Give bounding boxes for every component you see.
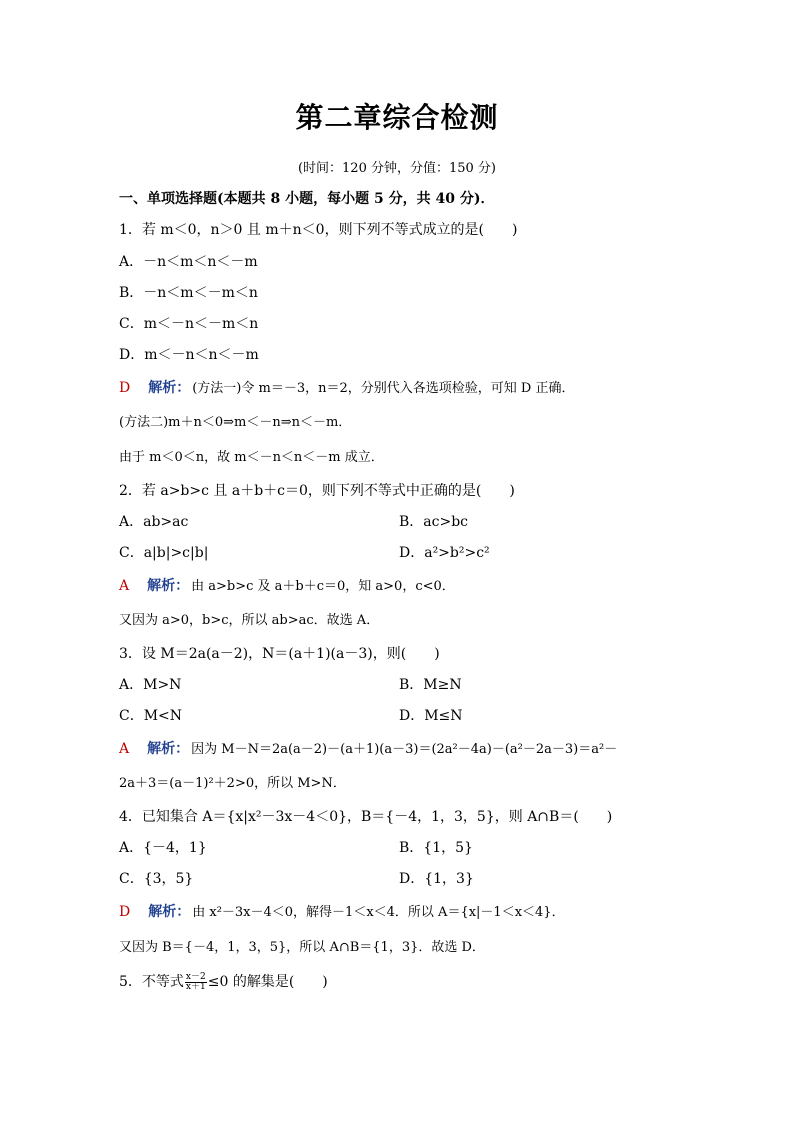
- question-1-option-d: D．m＜－n＜n＜－m: [119, 347, 259, 363]
- question-4-option-a: A．{－4，1}: [119, 840, 207, 856]
- question-4-option-c: C．{3，5}: [119, 871, 194, 887]
- question-2-answer: [119, 576, 455, 597]
- analysis-text: (方法一)令 m＝－3，n＝2，分别代入各选项检验，可知 D 正确．: [192, 381, 575, 396]
- fraction-numerator: x－2: [185, 971, 206, 982]
- question-3-stem: 3．设 M＝2a(a－2)，N＝(a＋1)(a－3)，则( ): [119, 646, 440, 662]
- question-3-answer: [119, 739, 617, 760]
- question-3-option-d: D．M≤N: [399, 708, 463, 724]
- fraction-denominator: x＋1: [185, 981, 206, 992]
- question-4-analysis-2: 又因为 B＝{－4，1，3，5}，所以 A∩B＝{1，3}．故选 D．: [119, 940, 485, 955]
- answer-label: 解析：: [148, 904, 191, 920]
- question-1-analysis-3: 由于 m＜0＜n，故 m＜－n＜n＜－m 成立．: [119, 450, 384, 465]
- question-1-option-a: A．－n＜m＜n＜－m: [119, 254, 258, 270]
- question-4-answer: [119, 902, 565, 923]
- page-subtitle: (时间：120 分钟，分值：150 分): [297, 161, 497, 176]
- question-3-option-c: C．M<N: [119, 708, 183, 724]
- question-3-analysis-2: 2a＋3＝(a－1)²＋2>0，所以 M>N．: [119, 776, 346, 791]
- analysis-text: 由 a>b>c 及 a＋b＋c＝0，知 a>0，c<0．: [191, 579, 455, 594]
- question-1-analysis-2: (方法二)m＋n＜0⇒m＜－n⇒n＜－m．: [119, 415, 352, 430]
- fraction: [185, 973, 207, 992]
- answer-letter: A: [119, 578, 130, 594]
- answer-letter: D: [119, 904, 131, 920]
- question-1-option-b: B．－n＜m＜－m＜n: [119, 285, 258, 301]
- question-3-option-b: B．M≥N: [399, 677, 462, 693]
- answer-letter: D: [119, 380, 131, 396]
- question-4-option-b: B．{1，5}: [399, 840, 473, 856]
- question-2-option-c: C．a|b|>c|b|: [119, 545, 209, 561]
- question-2-option-d: D．a²>b²>c²: [399, 545, 490, 561]
- question-3-option-a: A．M>N: [119, 677, 182, 693]
- question-1-stem: 1．若 m＜0，n＞0 且 m＋n＜0，则下列不等式成立的是( ): [119, 222, 518, 238]
- question-1-answer: [119, 378, 574, 399]
- analysis-text: 由 x²－3x－4＜0，解得－1＜x＜4．所以 A＝{x|－1＜x＜4}．: [192, 905, 565, 920]
- answer-label: 解析：: [147, 741, 190, 757]
- question-2-option-b: B．ac>bc: [399, 514, 469, 530]
- question-5-stem: [119, 972, 328, 992]
- answer-label: 解析：: [147, 578, 190, 594]
- question-4-stem: 4．已知集合 A＝{x|x²－3x－4＜0}，B＝{－4，1，3，5}，则 A∩B＝( ): [119, 809, 613, 825]
- question-2-analysis-2: 又因为 a>0，b>c，所以 ab>ac．故选 A．: [119, 613, 380, 628]
- analysis-text: 因为 M－N＝2a(a－2)－(a＋1)(a－3)＝(2a²－4a)－(a²－2a－3)＝a²－: [191, 742, 618, 757]
- stem-text: ≤0 的解集是( ): [207, 974, 328, 990]
- question-4-option-d: D．{1，3}: [399, 871, 474, 887]
- answer-label: 解析：: [148, 380, 191, 396]
- page-title: 第二章综合检测: [295, 101, 499, 134]
- section-heading: 一、单项选择题(本题共 8 小题，每小题 5 分，共 40 分)．: [119, 191, 495, 207]
- question-1-option-c: C．m＜－n＜－m＜n: [119, 316, 259, 332]
- stem-text: 5．不等式: [119, 974, 184, 990]
- question-2-stem: 2．若 a>b>c 且 a＋b＋c＝0，则下列不等式中正确的是( ): [119, 483, 515, 499]
- question-2-option-a: A．ab>ac: [119, 514, 189, 530]
- answer-letter: A: [119, 741, 130, 757]
